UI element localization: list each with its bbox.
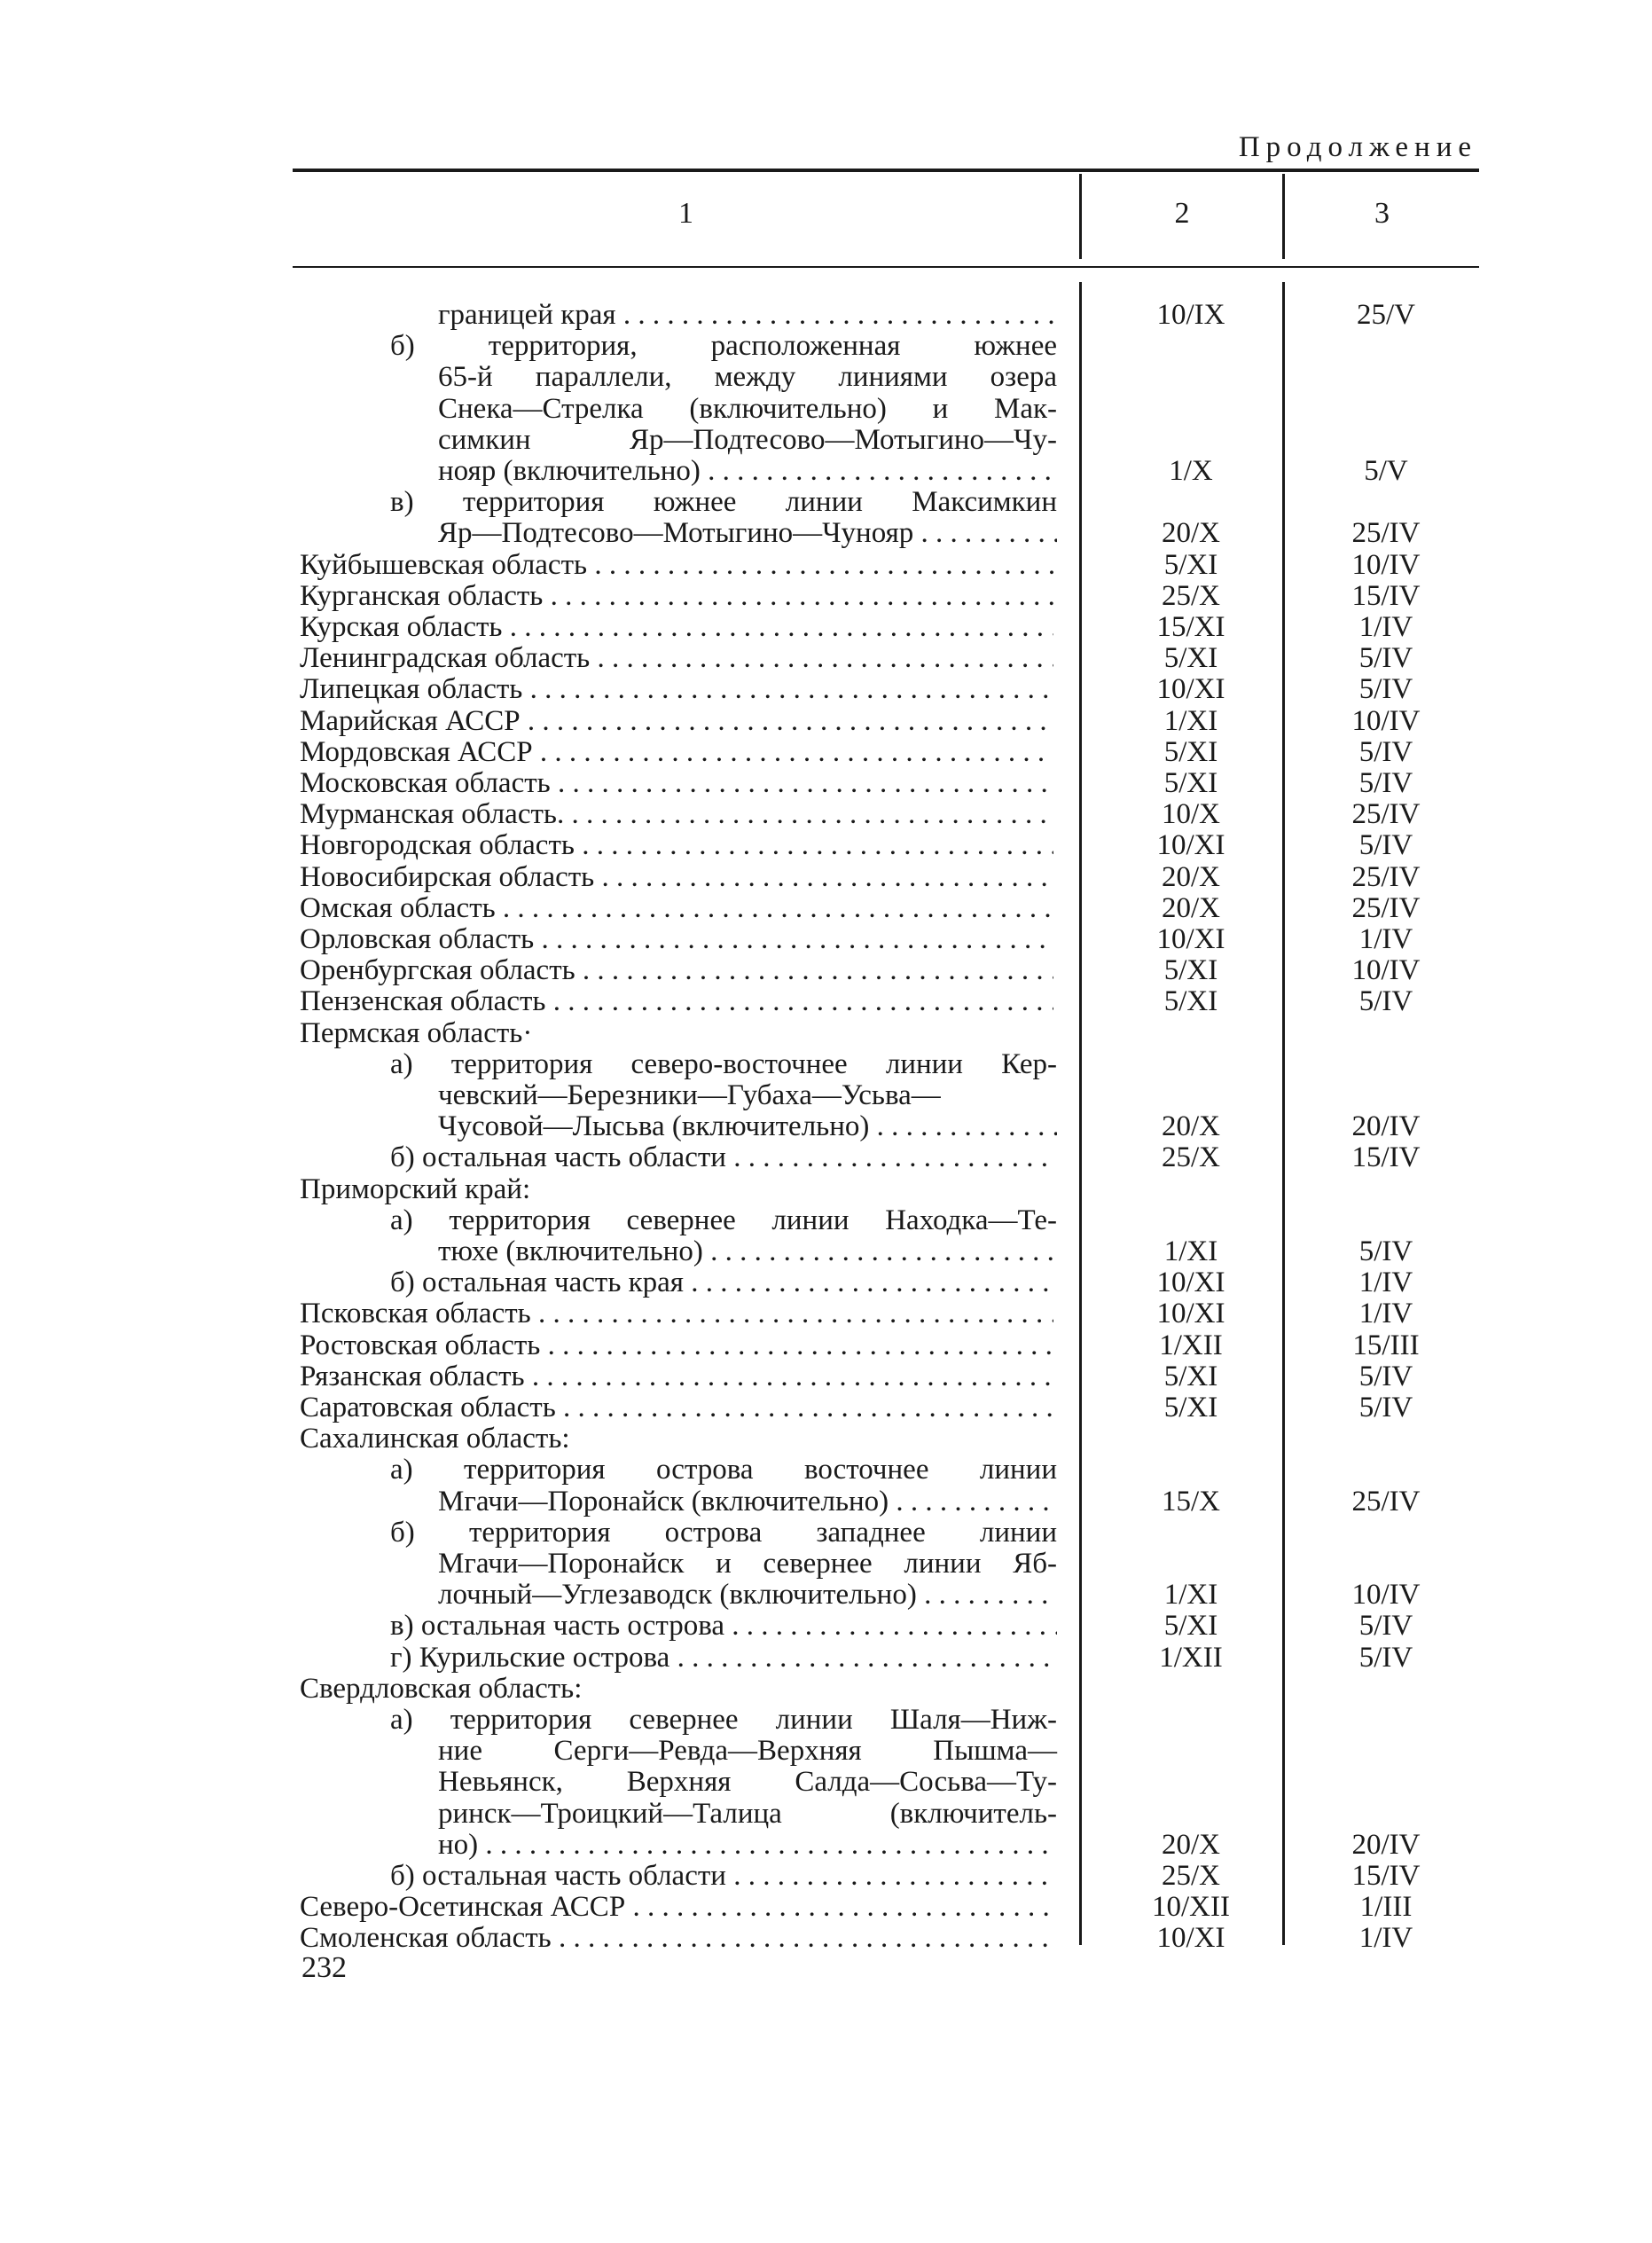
- row-value-col3: 1/IV: [1358, 1922, 1413, 1955]
- row-value-col2: 15/X: [1162, 1485, 1220, 1518]
- row-value-col3: 5/IV: [1358, 1610, 1413, 1643]
- row-label: Ленинградская область . . .: [300, 643, 1053, 674]
- row-value-col3: 1/IV: [1358, 611, 1413, 643]
- row-value-col3: 1/III: [1359, 1891, 1413, 1924]
- row-label: а) территория севернее линии Шаля—Ниж-: [390, 1704, 1057, 1736]
- row-value-col2: 10/XI: [1156, 1267, 1225, 1299]
- row-value-col3: 5/IV: [1358, 642, 1413, 675]
- row-value-col2: 5/XI: [1163, 642, 1218, 675]
- row-value-col3: 1/IV: [1358, 1267, 1413, 1299]
- row-label: 65-й параллели, между линиями озера: [438, 361, 1057, 394]
- row-label: Куйбышевская область . . .: [300, 550, 1053, 581]
- row-value-col2: 10/XI: [1156, 829, 1225, 862]
- row-label: Яр—Подтесово—Мотыгино—Чунояр . . .: [438, 518, 1057, 549]
- row-label: ние Серги—Ревда—Верхняя Пышма—: [438, 1735, 1057, 1768]
- row-value-col2: 5/XI: [1163, 548, 1218, 581]
- row-value-col2: 20/X: [1162, 517, 1220, 550]
- row-label: но) . . .: [438, 1830, 1057, 1861]
- row-value-col2: 20/X: [1162, 891, 1220, 924]
- row-label: Новгородская область . . .: [300, 830, 1053, 861]
- row-label: Новосибирская область . . .: [300, 862, 1053, 893]
- row-label: ринск—Троицкий—Талица (включитель-: [438, 1797, 1057, 1830]
- row-value-col3: 5/IV: [1358, 1235, 1413, 1267]
- row-value-col2: 20/X: [1162, 860, 1220, 893]
- row-value-col3: 25/IV: [1351, 860, 1421, 893]
- row-label: б) территория острова западнее линии: [390, 1516, 1057, 1549]
- row-value-col2: 20/X: [1162, 1110, 1220, 1143]
- row-value-col3: 10/IV: [1351, 1579, 1421, 1612]
- row-value-col2: 1/XI: [1163, 1579, 1218, 1612]
- column-header-3: 3: [1374, 197, 1390, 230]
- row-value-col2: 1/XI: [1163, 1235, 1218, 1267]
- table-top-rule: [293, 169, 1479, 172]
- row-value-col2: 10/XI: [1156, 1298, 1225, 1330]
- row-value-col2: 15/XI: [1156, 611, 1225, 643]
- row-value-col3: 10/IV: [1351, 704, 1421, 737]
- row-label: Московская область . . .: [300, 768, 1053, 799]
- row-label: б) остальная часть края . . .: [390, 1267, 1057, 1298]
- row-value-col3: 25/IV: [1351, 798, 1421, 831]
- row-label: Приморский край:: [300, 1172, 531, 1205]
- row-value-col3: 5/IV: [1358, 829, 1413, 862]
- row-value-col2: 25/X: [1162, 1860, 1220, 1892]
- row-label: Мгачи—Поронайск и севернее линии Яб-: [438, 1548, 1057, 1580]
- row-label: г) Курильские острова . . .: [390, 1643, 1057, 1674]
- row-label: Саратовская область . . .: [300, 1392, 1053, 1423]
- row-label: чевский—Березники—Губаха—Усьва—: [438, 1079, 941, 1111]
- row-value-col2: 10/XI: [1156, 673, 1225, 706]
- row-value-col2: 1/XII: [1159, 1641, 1223, 1674]
- row-value-col3: 5/IV: [1358, 985, 1413, 1018]
- row-value-col2: 1/XII: [1159, 1329, 1223, 1361]
- column-header-2: 2: [1174, 197, 1190, 230]
- row-value-col3: 1/IV: [1358, 1298, 1413, 1330]
- row-value-col3: 15/III: [1352, 1329, 1420, 1361]
- row-value-col2: 5/XI: [1163, 954, 1218, 987]
- row-label: а) территория севернее линии Находка—Те-: [390, 1204, 1057, 1236]
- row-label: Смоленская область . . .: [300, 1923, 1053, 1954]
- row-value-col3: 5/IV: [1358, 1360, 1413, 1392]
- row-value-col3: 5/IV: [1358, 673, 1413, 706]
- row-label: б) остальная часть области . . .: [390, 1861, 1057, 1892]
- row-value-col3: 15/IV: [1351, 579, 1421, 612]
- row-label: Омская область . . .: [300, 893, 1053, 924]
- row-value-col2: 5/XI: [1163, 1392, 1218, 1423]
- row-label: Свердловская область:: [300, 1672, 583, 1705]
- row-label: Сахалинская область:: [300, 1423, 570, 1455]
- row-label: Пермская область·: [300, 1016, 533, 1049]
- row-label: Пензенская область . . .: [300, 986, 1053, 1017]
- row-value-col3: 10/IV: [1351, 954, 1421, 987]
- row-label: Снека—Стрелка (включительно) и Мак-: [438, 392, 1057, 425]
- row-value-col2: 10/IX: [1156, 299, 1225, 331]
- row-value-col3: 25/IV: [1351, 517, 1421, 550]
- row-value-col2: 1/X: [1169, 455, 1213, 487]
- row-label: нояр (включительно) . . .: [438, 456, 1057, 487]
- row-label: Мгачи—Поронайск (включительно) . . .: [438, 1486, 1057, 1518]
- row-label: Курганская область . . .: [300, 581, 1053, 612]
- row-value-col2: 5/XI: [1163, 735, 1218, 768]
- row-label: Псковская область . . .: [300, 1298, 1053, 1329]
- row-value-col2: 1/XI: [1163, 704, 1218, 737]
- row-value-col2: 10/XI: [1156, 923, 1225, 955]
- row-label: а) территория острова восточнее линии: [390, 1454, 1057, 1486]
- row-label: симкин Яр—Подтесово—Мотыгино—Чу-: [438, 423, 1057, 456]
- row-label: Мордовская АССР . . .: [300, 737, 1053, 768]
- row-value-col3: 10/IV: [1351, 548, 1421, 581]
- row-label: а) территория северо-восточнее линии Кер-: [390, 1047, 1057, 1080]
- row-value-col3: 20/IV: [1351, 1828, 1421, 1861]
- row-label: в) остальная часть острова . . .: [390, 1611, 1057, 1642]
- row-label: Курская область . . .: [300, 612, 1053, 643]
- row-value-col3: 5/IV: [1358, 1641, 1413, 1674]
- row-value-col3: 5/V: [1364, 455, 1408, 487]
- row-value-col3: 25/V: [1357, 299, 1415, 331]
- row-value-col3: 5/IV: [1358, 1392, 1413, 1423]
- row-label: Орловская область . . .: [300, 924, 1053, 955]
- row-label: Невьянск, Верхняя Салда—Сосьва—Ту-: [438, 1766, 1057, 1799]
- row-value-col2: 5/XI: [1163, 1610, 1218, 1643]
- row-value-col3: 5/IV: [1358, 735, 1413, 768]
- row-label: тюхе (включительно) . . .: [438, 1236, 1057, 1267]
- page-number: 232: [301, 1951, 347, 1984]
- row-value-col3: 15/IV: [1351, 1141, 1421, 1174]
- table-header-rule: [293, 266, 1479, 268]
- column-divider-1-body: [1079, 282, 1082, 1945]
- row-label: Мурманская область. . . .: [300, 799, 1053, 830]
- row-value-col2: 5/XI: [1163, 985, 1218, 1018]
- row-label: лочный—Углезаводск (включительно) . . .: [438, 1580, 1057, 1611]
- row-value-col2: 10/XI: [1156, 1922, 1225, 1955]
- row-label: Ростовская область . . .: [300, 1330, 1053, 1361]
- row-label: Рязанская область . . .: [300, 1361, 1053, 1392]
- row-value-col2: 10/X: [1162, 798, 1220, 831]
- continuation-heading: Продолжение: [1238, 131, 1477, 163]
- row-label: в) территория южнее линии Максимкин: [390, 486, 1057, 519]
- row-label: б) территория, расположенная южнее: [390, 330, 1057, 363]
- row-value-col2: 5/XI: [1163, 767, 1218, 799]
- row-label: Чусовой—Лысьва (включительно) . . .: [438, 1111, 1057, 1142]
- row-value-col2: 25/X: [1162, 579, 1220, 612]
- column-header-1: 1: [678, 197, 693, 230]
- row-label: Северо-Осетинская АССР . . .: [300, 1892, 1053, 1923]
- row-label: Марийская АССР . . .: [300, 706, 1053, 737]
- row-label: б) остальная часть области . . .: [390, 1142, 1057, 1173]
- row-value-col3: 25/IV: [1351, 891, 1421, 924]
- row-value-col2: 20/X: [1162, 1828, 1220, 1861]
- row-value-col3: 1/IV: [1358, 923, 1413, 955]
- row-value-col3: 25/IV: [1351, 1485, 1421, 1518]
- row-value-col3: 15/IV: [1351, 1860, 1421, 1892]
- row-value-col2: 10/XII: [1152, 1891, 1230, 1924]
- row-label: Липецкая область . . .: [300, 674, 1053, 705]
- row-label: границей края . . .: [438, 300, 1057, 331]
- row-value-col2: 25/X: [1162, 1141, 1220, 1174]
- row-value-col3: 5/IV: [1358, 767, 1413, 799]
- row-value-col2: 5/XI: [1163, 1360, 1218, 1392]
- row-value-col3: 20/IV: [1351, 1110, 1421, 1143]
- row-label: Оренбургская область . . .: [300, 955, 1053, 986]
